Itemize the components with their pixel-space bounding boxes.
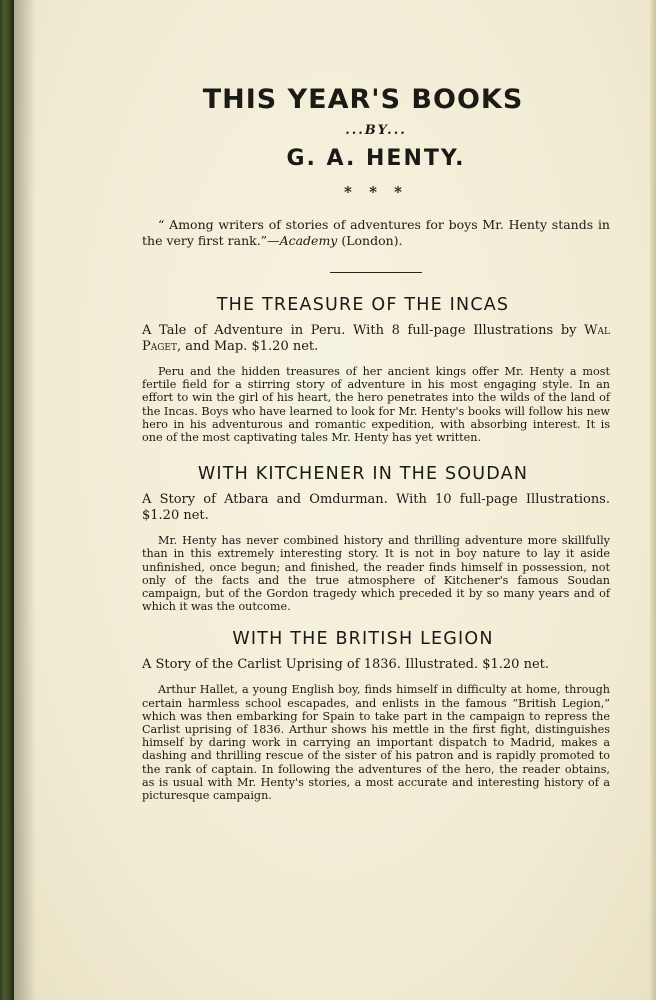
book-title: WITH THE BRITISH LEGION [232,629,494,650]
page-edge-right [650,0,656,1000]
illustrator-name: Wal Paget [142,323,610,354]
book-entry [142,464,610,613]
book-page [14,0,650,1000]
book-entry [142,629,610,802]
quote-tail: (London). [337,233,403,248]
subtitle-text-end: , and Map. $1.20 net. [177,339,319,354]
ornament-asterisks: * * * [344,183,408,201]
byline: ...BY... [345,123,407,138]
divider-rule [330,272,422,273]
page-content [142,84,610,802]
subtitle-text: A Tale of Adventure in Peru. With 8 full-page Illustrations by [142,323,585,338]
book-edge [0,0,14,1000]
book-subtitle: A Story of Atbara and Omdurman. With 10 full-page Illustrations. $1.20 net. [142,492,610,524]
book-title: WITH KITCHENER IN THE SOUDAN [197,464,529,485]
book-description: Arthur Hallet, a young English boy, finds himself in difficulty at home, through certain harmless school escapades, and enlists in the famous “British Legion,” which was then embarking for Spain to take part in the campaign to repress the Carlist uprising of 1836. Arthur shows his mettle in the first fight, distinguishes himself by daring work in carrying an important dispatch to Madrid, makes a dashing and thrilling rescue of the sister of his patron and is rapidly promoted to the rank of captain. In following the adventures of the hero, the reader obtains, as is usual with Mr. Henty's stories, a most accurate and interesting history of a picturesque campaign. [142,683,610,803]
press-quote [142,217,610,249]
quote-source: Academy [279,233,338,248]
gutter-shadow [14,0,36,1000]
book-subtitle [142,323,610,355]
author-name: G. A. HENTY. [286,146,466,171]
book-description: Peru and the hidden treasures of her ancient kings offer Mr. Henty a most fertile field for a stirring story of adventure in his most engaging style. In an effort to win the girl of his heart, the hero penetrates into the wilds of the land of the Incas. Boys who have learned to look for Mr. Henty's books will follow his new hero in his adventurous and romantic expedition, with absorbing interest. It is one of the most captivating tales Mr. Henty has yet written. [142,365,610,445]
book-description: Mr. Henty has never combined history and thrilling adventure more skillfully than in this extremely interesting story. It is not in boy nature to lay it aside unfinished, once begun; and finished, the reader finds himself in possession, not only of the facts and the true atmosphere of Kitchener's famous Soudan campaign, but of the Gordon tragedy which preceded it by so many years and of which it was the outcome. [142,534,610,614]
quote-text: “ Among writers of stories of adventures for boys Mr. Henty stands in the very first rank.”— [142,217,610,248]
book-entry [142,295,610,444]
book-subtitle: A Story of the Carlist Uprising of 1836. Illustrated. $1.20 net. [142,657,549,673]
book-title: THE TREASURE OF THE INCAS [216,295,510,315]
page-title: THIS YEAR'S BOOKS [202,84,524,115]
